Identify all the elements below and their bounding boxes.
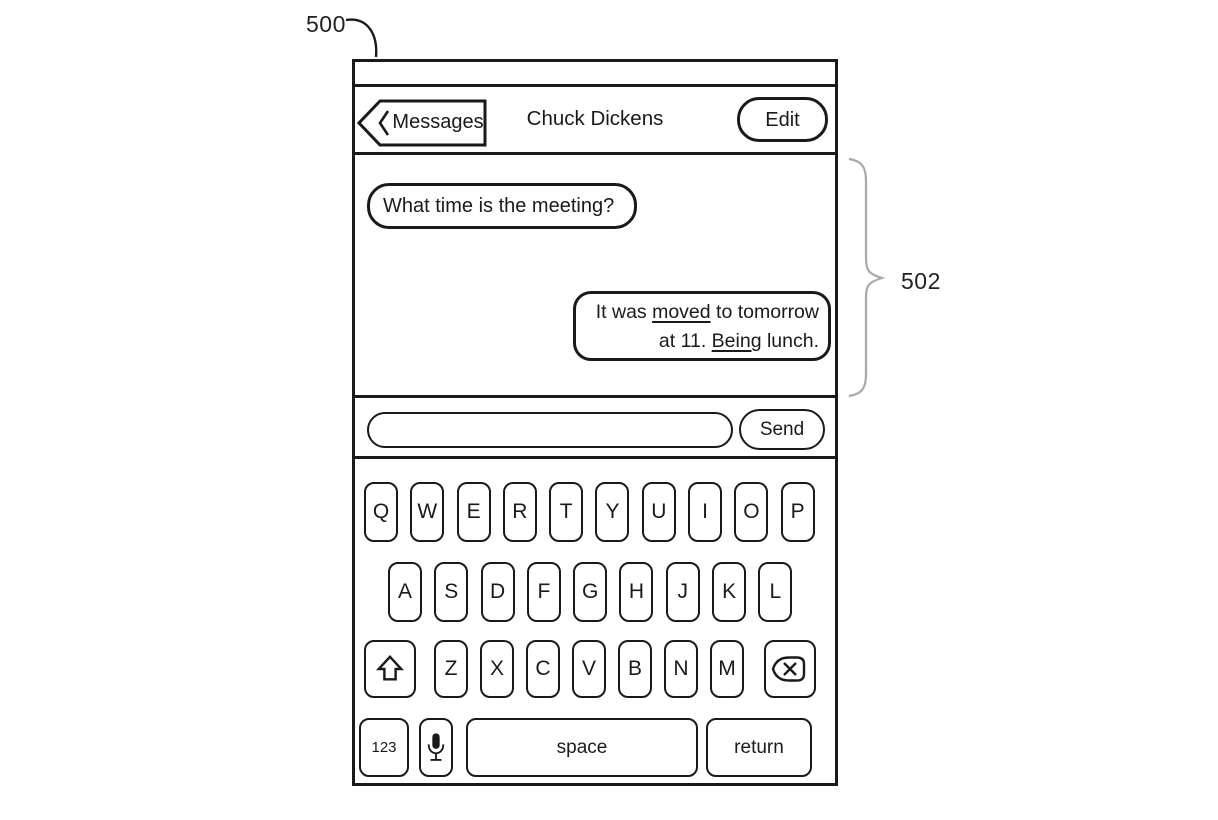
leader-line-500 — [346, 20, 376, 57]
key-w[interactable]: W — [410, 482, 444, 542]
status-bar — [355, 62, 835, 87]
key-c[interactable]: C — [526, 640, 560, 698]
microphone-icon — [425, 731, 447, 765]
key-y[interactable]: Y — [595, 482, 629, 542]
keyboard-row-3 — [364, 640, 816, 698]
keyboard-row-2 — [388, 562, 792, 622]
send-button[interactable]: Send — [739, 409, 825, 450]
key-t[interactable]: T — [549, 482, 583, 542]
back-to-messages-button[interactable] — [357, 99, 487, 147]
key-v[interactable]: V — [572, 640, 606, 698]
brace-502 — [849, 159, 882, 396]
message-area — [355, 155, 835, 398]
message-input[interactable] — [367, 412, 733, 448]
key-q[interactable]: Q — [364, 482, 398, 542]
key-d[interactable]: D — [481, 562, 515, 622]
key-l[interactable]: L — [758, 562, 792, 622]
conversation-title: Chuck Dickens — [526, 107, 664, 130]
ref-label-500: 500 — [306, 11, 346, 37]
incoming-message-bubble — [367, 183, 637, 229]
key-z[interactable]: Z — [434, 640, 468, 698]
key-u[interactable]: U — [642, 482, 676, 542]
shift-up-arrow-icon — [374, 654, 406, 684]
key-h[interactable]: H — [619, 562, 653, 622]
numbers-key[interactable]: 123 — [359, 718, 409, 777]
back-button-label: Messages — [392, 111, 484, 133]
key-j[interactable]: J — [666, 562, 700, 622]
key-g[interactable]: G — [573, 562, 607, 622]
incoming-message-text: What time is the meeting? — [383, 195, 615, 217]
key-f[interactable]: F — [527, 562, 561, 622]
ref-label-502: 502 — [901, 268, 941, 294]
key-r[interactable]: R — [503, 482, 537, 542]
key-a[interactable]: A — [388, 562, 422, 622]
key-s[interactable]: S — [434, 562, 468, 622]
keyboard-row-1 — [364, 482, 815, 542]
onscreen-keyboard — [355, 459, 835, 783]
key-o[interactable]: O — [734, 482, 768, 542]
underlined-word-being[interactable]: Being — [711, 330, 762, 352]
outgoing-line2: at 11. Being lunch. — [658, 330, 819, 352]
keyboard-row-4 — [359, 718, 812, 777]
keyboard-row-3-letters — [434, 640, 744, 698]
dictation-key[interactable] — [419, 718, 453, 777]
key-e[interactable]: E — [457, 482, 491, 542]
backspace-delete-icon — [770, 654, 810, 684]
space-key[interactable]: space — [466, 718, 698, 777]
key-n[interactable]: N — [664, 640, 698, 698]
key-m[interactable]: M — [710, 640, 744, 698]
edit-button[interactable]: Edit — [737, 97, 828, 142]
shift-key[interactable] — [364, 640, 416, 698]
message-composer — [355, 398, 835, 459]
underlined-word-moved[interactable]: moved — [652, 301, 711, 323]
key-b[interactable]: B — [618, 640, 652, 698]
backspace-key[interactable] — [764, 640, 816, 698]
conversation-header — [355, 87, 835, 155]
key-k[interactable]: K — [712, 562, 746, 622]
outgoing-line1: It was moved to tomorrow — [595, 301, 819, 323]
outgoing-message-bubble — [573, 291, 831, 361]
phone-device-frame — [352, 59, 838, 786]
key-p[interactable]: P — [781, 482, 815, 542]
key-i[interactable]: I — [688, 482, 722, 542]
return-key[interactable]: return — [706, 718, 812, 777]
key-x[interactable]: X — [480, 640, 514, 698]
